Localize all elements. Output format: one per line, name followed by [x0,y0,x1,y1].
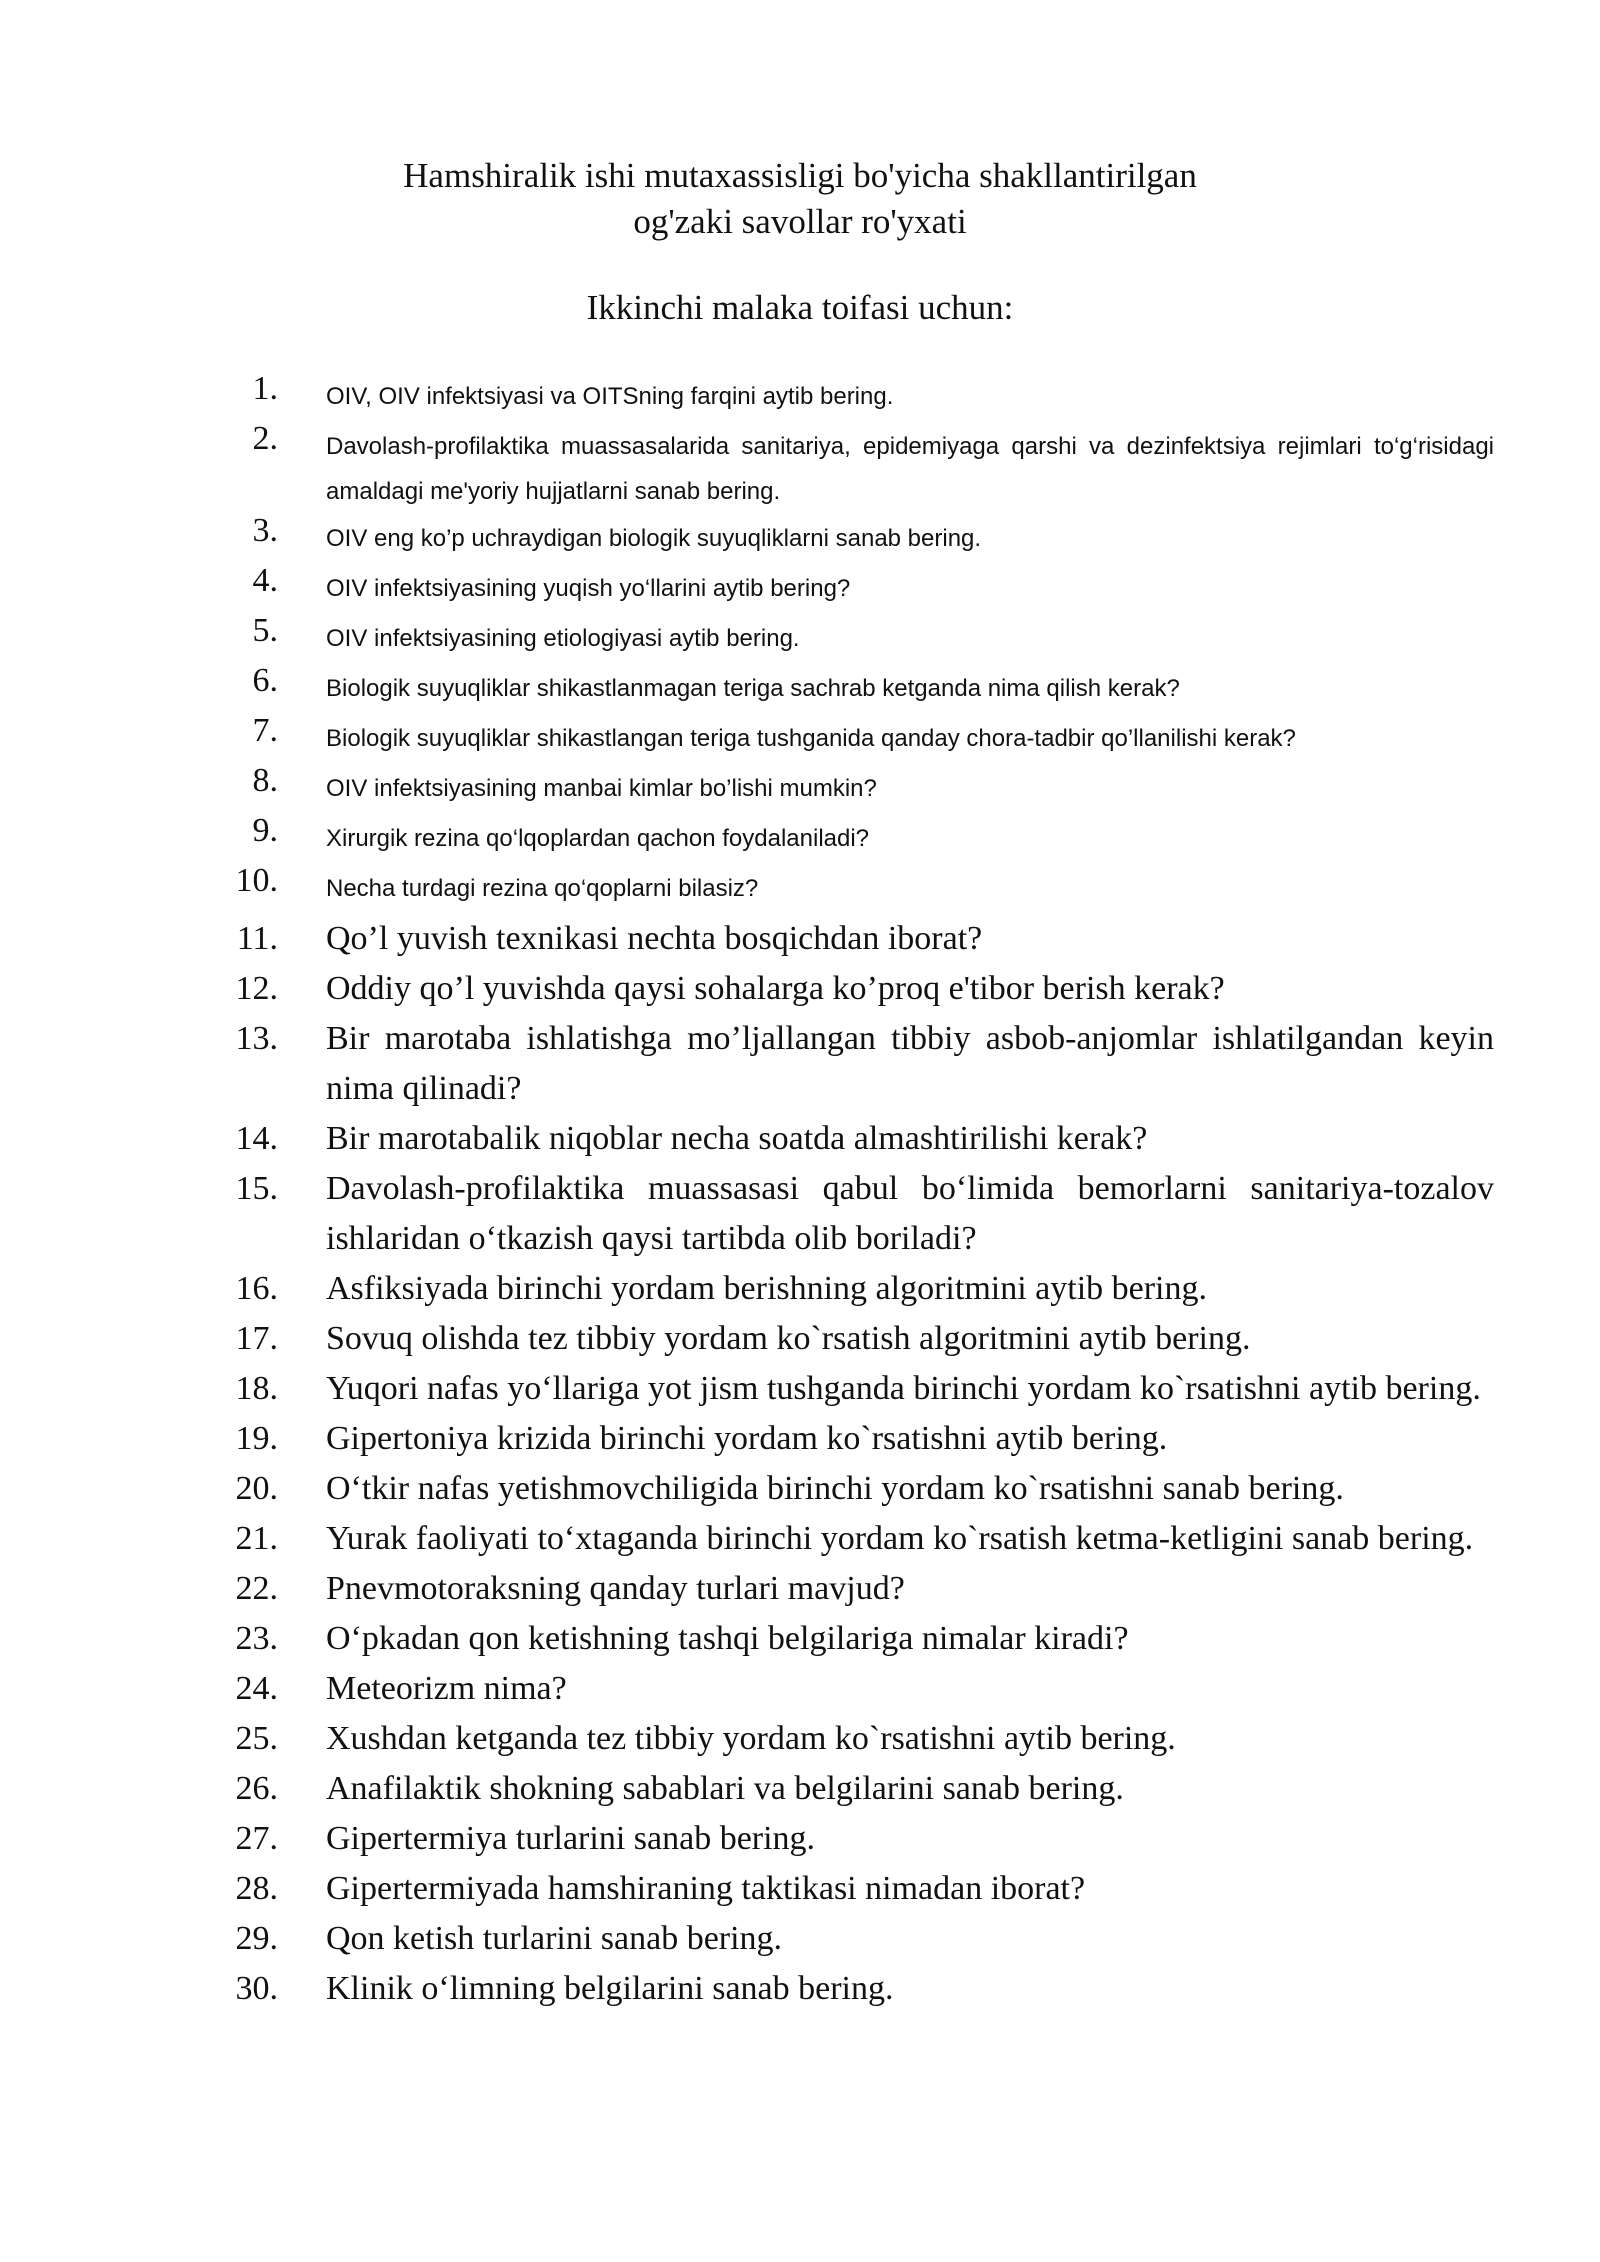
question-text: Bir marotabalik niqoblar necha soatda almashtirilishi kerak? [326,1120,1148,1157]
question-text: Gipertermiyada hamshiraning taktikasi nimadan iborat? [326,1870,1086,1907]
question-number: 14. [235,1120,278,1157]
question-item [0,1314,1600,1364]
question-text: Biologik suyuqliklar shikastlanmagan teriga sachrab ketganda nima qilish kerak? [326,675,1180,702]
questions-list [0,372,1600,2014]
question-text: Yurak faoliyati to‘xtaganda birinchi yordam ko`rsatish ketma-ketligini sanab bering. [326,1520,1474,1557]
question-number: 19. [235,1420,278,1457]
question-number: 5. [252,612,278,649]
question-item [0,1964,1600,2014]
question-number: 18. [235,1370,278,1407]
question-text: Davolash-profilaktika muassasalarida sanitariya, epidemiyaga qarshi va dezinfektsiya rejimlari to‘g‘risidagi amaldagi me'yoriy hujjatlarni sanab bering. [326,433,1494,505]
question-text: O‘tkir nafas yetishmovchiligida birinchi yordam ko`rsatishni sanab bering. [326,1470,1344,1507]
question-number: 27. [235,1820,278,1857]
question-item [0,1664,1600,1714]
question-item [0,964,1600,1014]
question-item [0,1464,1600,1514]
question-number: 9. [252,812,278,849]
question-item [0,1264,1600,1314]
question-number: 8. [252,762,278,799]
question-item [0,1564,1600,1614]
title-line-1: Hamshiralik ishi mutaxassisligi bo'yicha shakllantirilgan [403,156,1197,195]
question-number: 22. [235,1570,278,1607]
question-text: Qo’l yuvish texnikasi nechta bosqichdan iborat? [326,920,983,957]
question-number: 12. [235,970,278,1007]
question-number: 4. [252,562,278,599]
question-text: Oddiy qo’l yuvishda qaysi sohalarga ko’proq e'tibor berish kerak? [326,970,1225,1007]
question-number: 11. [236,920,278,957]
question-number: 17. [235,1320,278,1357]
question-number: 3. [252,512,278,549]
question-item [0,1864,1600,1914]
question-number: 2. [252,420,278,457]
question-item [0,422,1600,514]
question-text: Biologik suyuqliklar shikastlangan teriga tushganida qanday chora-tadbir qo’llanilishi kerak? [326,725,1296,752]
question-item [0,864,1600,914]
question-text: Gipertermiya turlarini sanab bering. [326,1820,816,1857]
question-number: 23. [235,1620,278,1657]
question-item [0,1714,1600,1764]
question-text: Davolash-profilaktika muassasasi qabul bo‘limida bemorlarni sanitariya-tozalov ishlaridan o‘tkazish qaysi tartibda olib boriladi? [326,1170,1494,1257]
question-text: Xirurgik rezina qo‘lqoplardan qachon foydalaniladi? [326,825,870,852]
question-text: Pnevmotoraksning qanday turlari mavjud? [326,1570,905,1607]
question-number: 21. [235,1520,278,1557]
question-text: Anafilaktik shokning sabablari va belgilarini sanab bering. [326,1770,1124,1807]
question-number: 1. [252,370,278,407]
question-text: Meteorizm nima? [326,1670,567,1707]
question-text: OIV, OIV infektsiyasi va OITSning farqini aytib bering. [326,383,894,410]
question-text: Klinik o‘limning belgilarini sanab bering. [326,1970,894,2007]
question-item [0,914,1600,964]
question-number: 6. [252,662,278,699]
question-item [0,1014,1600,1114]
question-text: Sovuq olishda tez tibbiy yordam ko`rsatish algoritmini aytib bering. [326,1320,1251,1357]
title-line-2: og'zaki savollar ro'yxati [633,202,967,241]
question-text: Qon ketish turlarini sanab bering. [326,1920,783,1957]
question-text: OIV infektsiyasining etiologiyasi aytib bering. [326,625,800,652]
question-text: O‘pkadan qon ketishning tashqi belgilariga nimalar kiradi? [326,1620,1129,1657]
question-item [0,1114,1600,1164]
question-item [0,1514,1600,1564]
question-number: 24. [235,1670,278,1707]
question-number: 13. [235,1020,278,1057]
question-item [0,1814,1600,1864]
question-text: Xushdan ketganda tez tibbiy yordam ko`rsatishni aytib bering. [326,1720,1176,1757]
question-number: 26. [235,1770,278,1807]
question-item [0,1764,1600,1814]
document-subtitle: Ikkinchi malaka toifasi uchun: [586,288,1014,327]
question-text: OIV infektsiyasining yuqish yo‘llarini aytib bering? [326,575,851,602]
question-number: 30. [235,1970,278,2007]
question-item [0,1364,1600,1414]
question-text: OIV infektsiyasining manbai kimlar bo’lishi mumkin? [326,775,877,802]
question-number: 25. [235,1720,278,1757]
document-title [0,153,1600,245]
question-number: 7. [252,712,278,749]
question-text: Asfiksiyada birinchi yordam berishning algoritmini aytib bering. [326,1270,1207,1307]
question-item [0,1414,1600,1464]
question-text: Yuqori nafas yo‘llariga yot jism tushganda birinchi yordam ko`rsatishni aytib bering. [326,1370,1481,1407]
question-item [0,1164,1600,1264]
question-number: 28. [235,1870,278,1907]
question-number: 10. [235,862,278,899]
question-item [0,1914,1600,1964]
question-text: Bir marotaba ishlatishga mo’ljallangan tibbiy asbob-anjomlar ishlatilgandan keyin nima qilinadi? [326,1020,1494,1107]
question-number: 16. [235,1270,278,1307]
question-number: 29. [235,1920,278,1957]
question-text: Necha turdagi rezina qo‘qoplarni bilasiz? [326,875,759,902]
question-number: 20. [235,1470,278,1507]
question-number: 15. [235,1170,278,1207]
question-text: Gipertoniya krizida birinchi yordam ko`rsatishni aytib bering. [326,1420,1168,1457]
question-item [0,1614,1600,1664]
question-text: OIV eng ko’p uchraydigan biologik suyuqliklarni sanab bering. [326,525,982,552]
